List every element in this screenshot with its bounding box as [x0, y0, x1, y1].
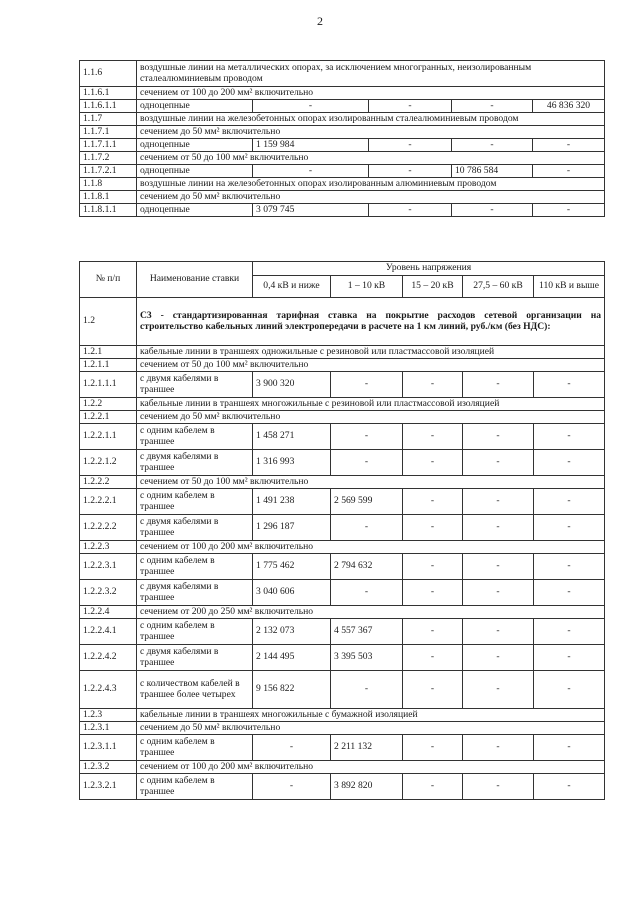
table-row [80, 450, 605, 476]
table-row [80, 424, 605, 450]
col-header-voltage-level: Уровень напряжения [253, 262, 605, 276]
rate-value: - [403, 450, 463, 476]
rate-value: - [463, 645, 534, 671]
col-header-level-4: 27,5 – 60 кВ [463, 276, 534, 298]
section-row [80, 191, 605, 204]
section-description: сечением до 50 мм² включительно [137, 411, 605, 424]
rate-value: 1 316 993 [253, 450, 331, 476]
rate-value: 9 156 822 [253, 671, 331, 709]
rate-value: - [403, 671, 463, 709]
rate-value: 2 794 632 [331, 554, 403, 580]
col-header-level-2: 1 – 10 кВ [331, 276, 403, 298]
row-code: 1.2.2.3.1 [80, 554, 137, 580]
row-code: 1.1.7.1.1 [80, 139, 137, 152]
section-row [80, 709, 605, 722]
section-row [80, 152, 605, 165]
rate-value: - [463, 554, 534, 580]
section-description: кабельные линии в траншеях многожильные с резиновой или пластмассовой изоляцией [137, 398, 605, 411]
table-row [80, 735, 605, 761]
section-description: воздушные линии на железобетонных опорах изолированным алюминиевым проводом [137, 178, 605, 191]
section-description: сечением до 50 мм² включительно [137, 722, 605, 735]
table-row [80, 489, 605, 515]
rate-value: - [369, 139, 452, 152]
rate-name: одноцепные [137, 139, 253, 152]
rate-value: - [463, 515, 534, 541]
row-code: 1.2.3.1 [80, 722, 137, 735]
rate-value: - [403, 489, 463, 515]
rate-value: - [533, 165, 605, 178]
section-description: сечением от 100 до 200 мм² включительно [137, 541, 605, 554]
col-header-level-3: 15 – 20 кВ [403, 276, 463, 298]
rate-value: - [253, 165, 369, 178]
rate-value: - [463, 424, 534, 450]
rate-value: 1 458 271 [253, 424, 331, 450]
section-row [80, 722, 605, 735]
section-row [80, 61, 605, 87]
row-code: 1.2.3.1.1 [80, 735, 137, 761]
rate-value: - [534, 515, 605, 541]
rate-name: с количеством кабелей в траншее более четырех [137, 671, 253, 709]
row-code: 1.2.2.1.2 [80, 450, 137, 476]
rate-value: - [253, 100, 369, 113]
rate-value: - [534, 774, 605, 800]
rate-name: с двумя кабелями в траншее [137, 515, 253, 541]
c3-title: С3 - стандартизированная тарифная ставка на покрытие расходов сетевой организации на строительство кабельных линий электропередачи в расчете на 1 км линий, руб./км (без НДС): [137, 298, 605, 346]
rate-value: - [403, 372, 463, 398]
section-row [80, 411, 605, 424]
rate-value: 10 786 584 [452, 165, 533, 178]
rate-value: - [533, 204, 605, 217]
row-code: 1.1.8 [80, 178, 137, 191]
rate-value: - [534, 735, 605, 761]
rate-value: 1 775 462 [253, 554, 331, 580]
section-description: кабельные линии в траншеях одножильные с резиновой или пластмассовой изоляцией [137, 346, 605, 359]
c3-code: 1.2 [80, 298, 137, 346]
rate-value: - [253, 735, 331, 761]
row-code: 1.2.1 [80, 346, 137, 359]
section-row [80, 761, 605, 774]
section-description: воздушные линии на металлических опорах, за исключением многогранных, неизолированным сталеалюминиевым проводом [137, 61, 605, 87]
rate-value: - [331, 424, 403, 450]
rate-value: - [403, 515, 463, 541]
rate-value: - [534, 450, 605, 476]
cable-lines-table [79, 261, 605, 800]
rate-value: - [463, 580, 534, 606]
section-row [80, 87, 605, 100]
table-row [80, 515, 605, 541]
table-row [80, 165, 605, 178]
rate-value: - [463, 450, 534, 476]
rate-value: - [452, 204, 533, 217]
row-code: 1.2.2.1.1 [80, 424, 137, 450]
rate-name: с двумя кабелями в траншее [137, 372, 253, 398]
rate-value: 3 395 503 [331, 645, 403, 671]
rate-value: - [534, 554, 605, 580]
col-header-level-5: 110 кВ и выше [534, 276, 605, 298]
row-code: 1.1.7.2.1 [80, 165, 137, 178]
table-row [80, 645, 605, 671]
rate-value: - [463, 619, 534, 645]
rate-name: с одним кабелем в траншее [137, 619, 253, 645]
rate-value: - [331, 372, 403, 398]
row-code: 1.2.2.2 [80, 476, 137, 489]
row-code: 1.1.7.1 [80, 126, 137, 139]
rate-value: - [403, 645, 463, 671]
rate-value: - [403, 580, 463, 606]
section-row [80, 178, 605, 191]
rate-value: - [369, 204, 452, 217]
row-code: 1.2.2.2.2 [80, 515, 137, 541]
row-code: 1.2.1.1 [80, 359, 137, 372]
section-description: сечением от 50 до 100 мм² включительно [137, 152, 605, 165]
rate-value: - [534, 671, 605, 709]
row-code: 1.2.2.4.2 [80, 645, 137, 671]
rate-value: - [463, 372, 534, 398]
section-description: сечением от 100 до 200 мм² включительно [137, 761, 605, 774]
rate-value: - [369, 100, 452, 113]
page-number: 2 [317, 14, 323, 28]
rate-value: - [331, 671, 403, 709]
rate-value: - [403, 619, 463, 645]
rate-value: - [331, 580, 403, 606]
section-row [80, 398, 605, 411]
table-row [80, 774, 605, 800]
section-row [80, 346, 605, 359]
rate-value: 3 040 606 [253, 580, 331, 606]
table-row [80, 671, 605, 709]
rate-value: - [452, 139, 533, 152]
rate-value: - [534, 489, 605, 515]
rate-value: - [463, 489, 534, 515]
row-code: 1.2.2 [80, 398, 137, 411]
rate-value: - [452, 100, 533, 113]
table-row [80, 619, 605, 645]
rate-value: - [403, 554, 463, 580]
section-description: сечением от 50 до 100 мм² включительно [137, 359, 605, 372]
section-row [80, 113, 605, 126]
row-code: 1.2.3.2 [80, 761, 137, 774]
rate-name: с одним кабелем в траншее [137, 424, 253, 450]
rate-value: - [403, 424, 463, 450]
rate-value: 3 079 745 [253, 204, 369, 217]
section-description: воздушные линии на железобетонных опорах изолированным сталеалюминиевым проводом [137, 113, 605, 126]
rate-value: - [253, 774, 331, 800]
section-description: сечением от 50 до 100 мм² включительно [137, 476, 605, 489]
row-code: 1.2.2.4.3 [80, 671, 137, 709]
col-header-name: Наименование ставки [137, 262, 253, 298]
rate-value: - [534, 619, 605, 645]
rate-value: - [463, 735, 534, 761]
rate-value: - [403, 735, 463, 761]
rate-value: 2 211 132 [331, 735, 403, 761]
row-code: 1.2.2.2.1 [80, 489, 137, 515]
section-description: кабельные линии в траншеях многожильные с бумажной изоляцией [137, 709, 605, 722]
rate-value: - [534, 580, 605, 606]
rate-value: 4 557 367 [331, 619, 403, 645]
rate-name: с двумя кабелями в траншее [137, 450, 253, 476]
row-code: 1.2.3 [80, 709, 137, 722]
rate-name: с двумя кабелями в траншее [137, 645, 253, 671]
section-row [80, 476, 605, 489]
col-header-level-1: 0,4 кВ и ниже [253, 276, 331, 298]
table-row [80, 139, 605, 152]
rate-value: 3 900 320 [253, 372, 331, 398]
rate-value: 1 491 238 [253, 489, 331, 515]
section-row [80, 126, 605, 139]
rate-value: - [534, 372, 605, 398]
rate-name: с одним кабелем в траншее [137, 735, 253, 761]
rate-name: с одним кабелем в траншее [137, 489, 253, 515]
rate-value: 2 132 073 [253, 619, 331, 645]
rate-value: - [403, 774, 463, 800]
table-row [80, 372, 605, 398]
section-description: сечением от 100 до 200 мм² включительно [137, 87, 605, 100]
rate-value: - [463, 774, 534, 800]
overhead-lines-table [79, 60, 605, 217]
row-code: 1.2.2.3 [80, 541, 137, 554]
rate-value: - [533, 139, 605, 152]
rate-value: 1 159 984 [253, 139, 369, 152]
row-code: 1.2.3.2.1 [80, 774, 137, 800]
rate-name: одноцепные [137, 165, 253, 178]
row-code: 1.1.6.1 [80, 87, 137, 100]
rate-value: 1 296 187 [253, 515, 331, 541]
rate-value: - [534, 645, 605, 671]
section-description: сечением до 50 мм² включительно [137, 191, 605, 204]
row-code: 1.1.7.2 [80, 152, 137, 165]
rate-value: 2 569 599 [331, 489, 403, 515]
row-code: 1.2.2.3.2 [80, 580, 137, 606]
row-code: 1.1.7 [80, 113, 137, 126]
row-code: 1.1.6 [80, 61, 137, 87]
section-description: сечением от 200 до 250 мм² включительно [137, 606, 605, 619]
section-description: сечением до 50 мм² включительно [137, 126, 605, 139]
rate-value: - [331, 515, 403, 541]
rate-name: с двумя кабелями в траншее [137, 580, 253, 606]
table-row [80, 580, 605, 606]
rate-value: 46 836 320 [533, 100, 605, 113]
table-row [80, 204, 605, 217]
rate-value: 3 892 820 [331, 774, 403, 800]
rate-name: одноцепные [137, 100, 253, 113]
section-row [80, 541, 605, 554]
row-code: 1.2.2.4.1 [80, 619, 137, 645]
row-code: 1.1.6.1.1 [80, 100, 137, 113]
section-row [80, 606, 605, 619]
row-code: 1.1.8.1 [80, 191, 137, 204]
row-code: 1.2.1.1.1 [80, 372, 137, 398]
rate-name: с одним кабелем в траншее [137, 554, 253, 580]
rate-value: - [534, 424, 605, 450]
rate-name: одноцепные [137, 204, 253, 217]
section-row [80, 359, 605, 372]
rate-value: - [369, 165, 452, 178]
rate-value: 2 144 495 [253, 645, 331, 671]
row-code: 1.2.2.4 [80, 606, 137, 619]
col-header-number: № п/п [80, 262, 137, 298]
table-row [80, 554, 605, 580]
row-code: 1.2.2.1 [80, 411, 137, 424]
table-row [80, 100, 605, 113]
rate-name: с одним кабелем в траншее [137, 774, 253, 800]
row-code: 1.1.8.1.1 [80, 204, 137, 217]
rate-value: - [331, 450, 403, 476]
rate-value: - [463, 671, 534, 709]
